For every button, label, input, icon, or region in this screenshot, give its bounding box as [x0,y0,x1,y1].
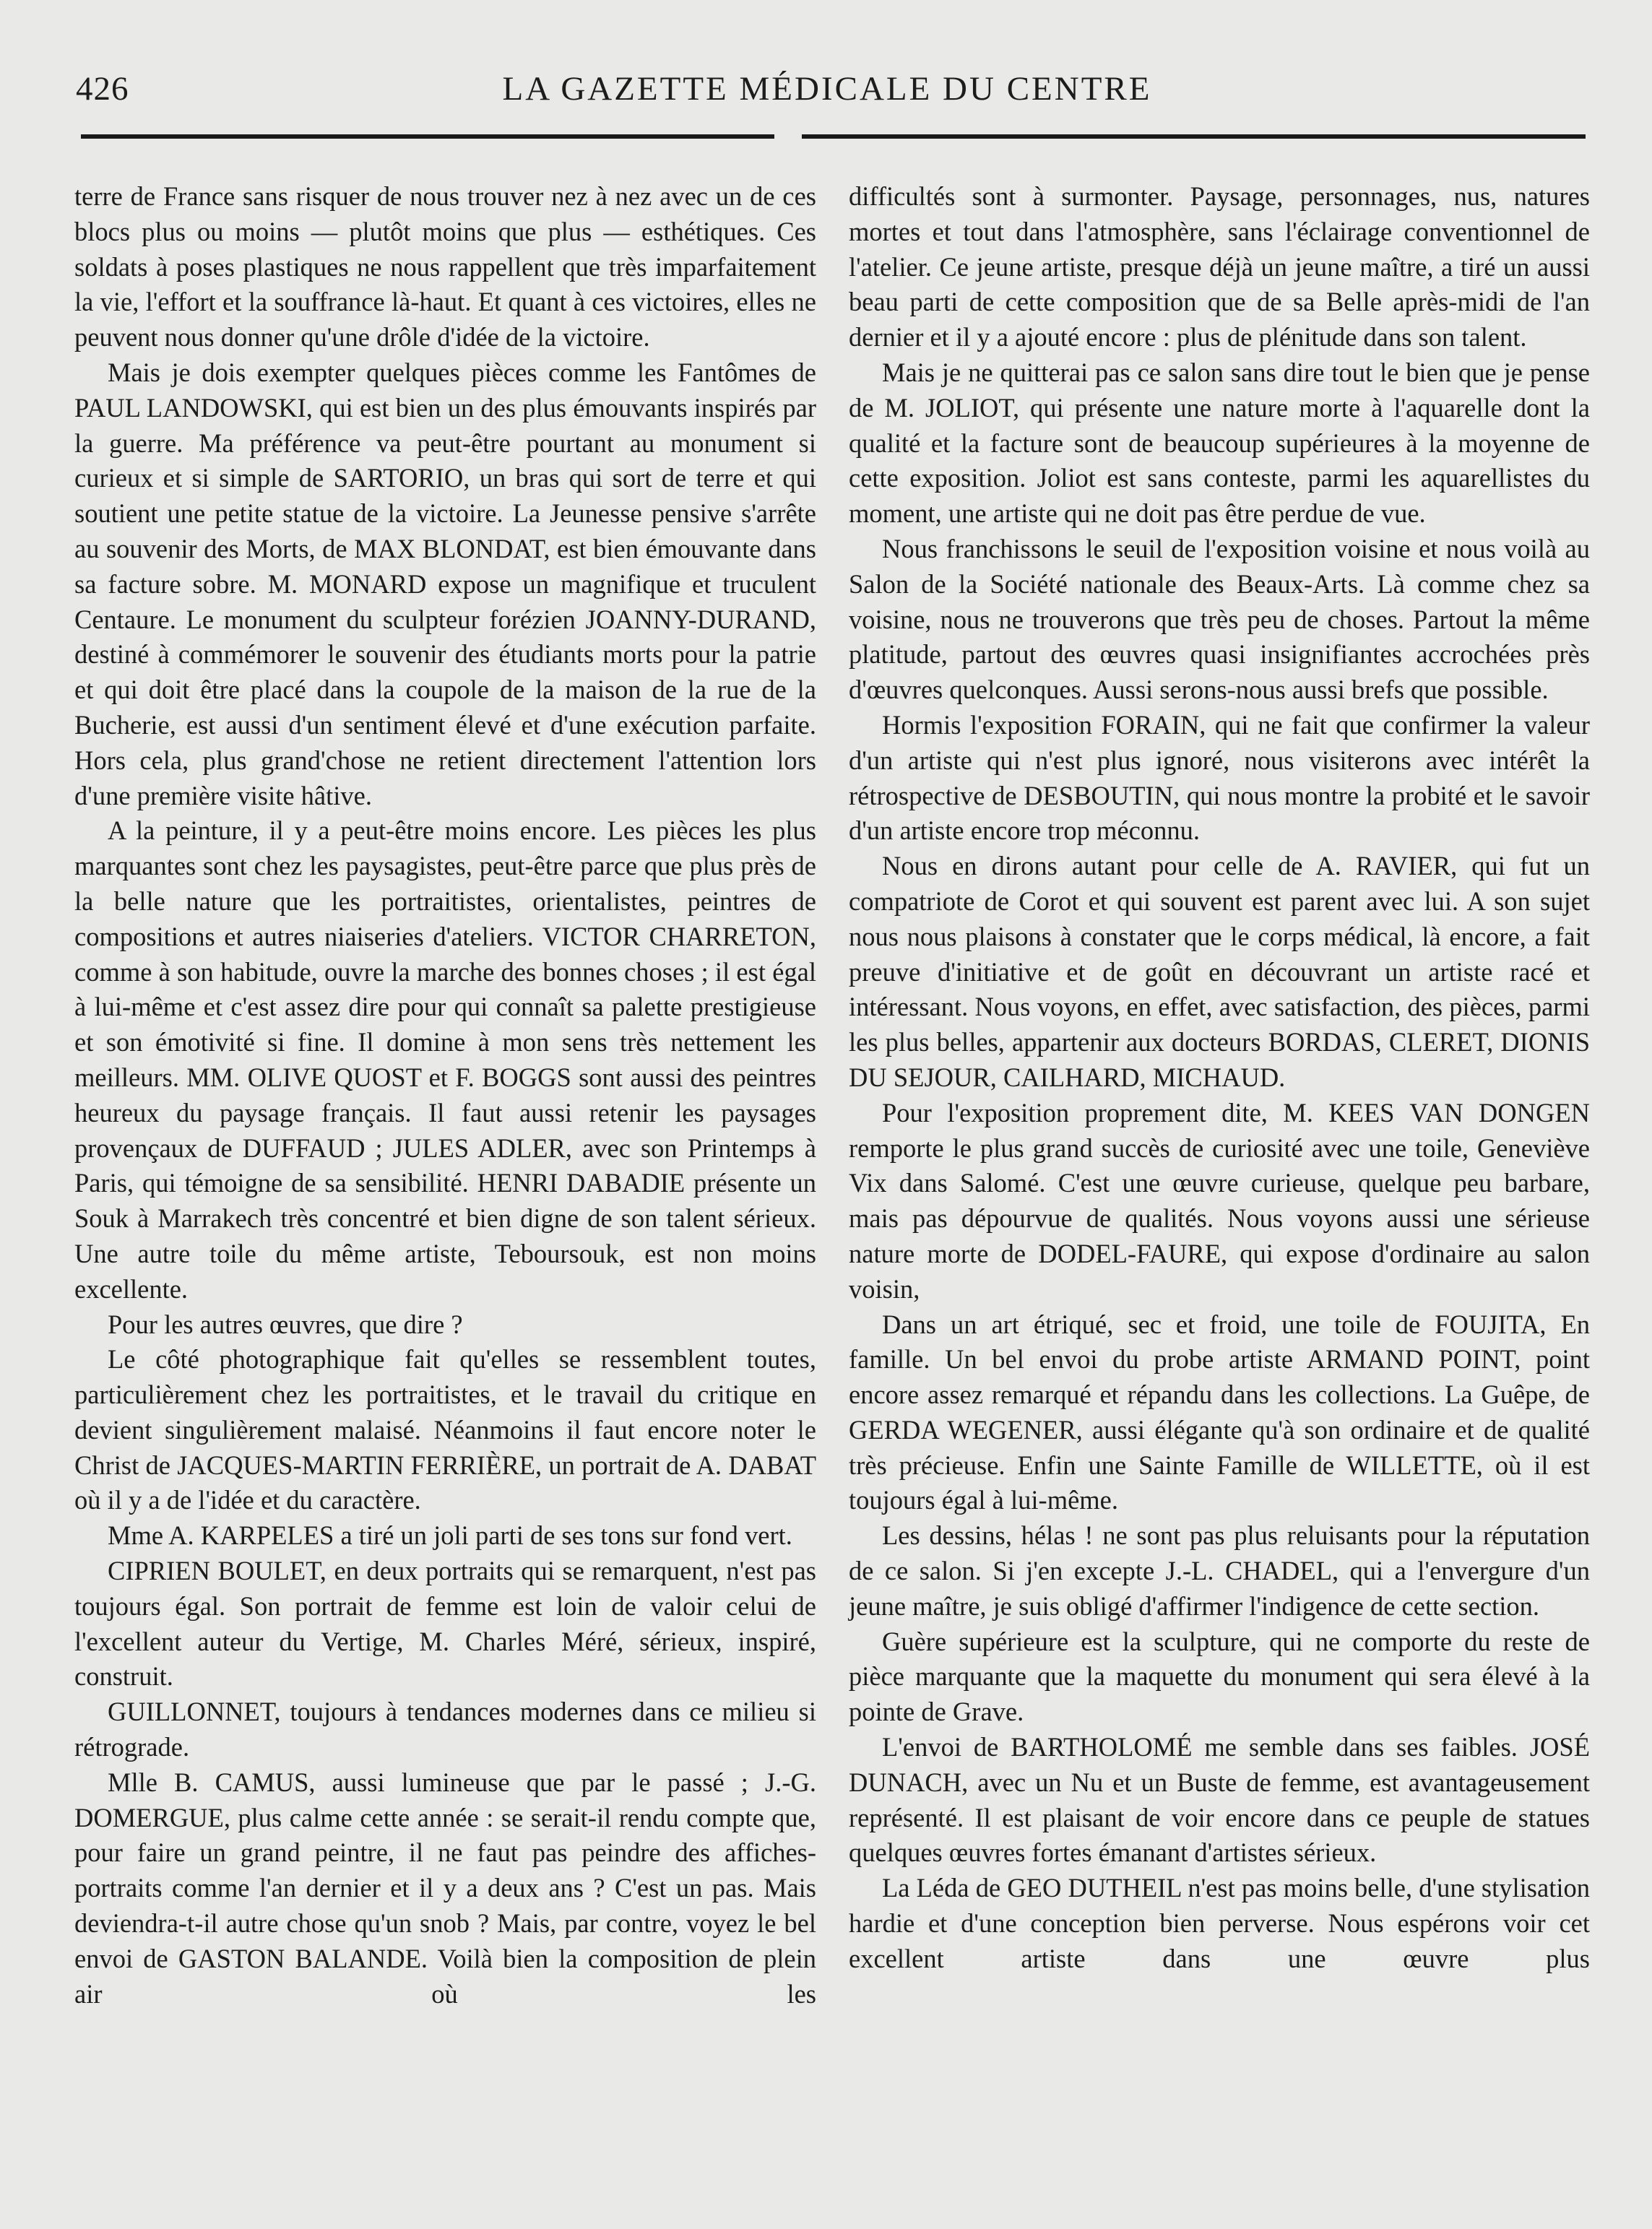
paragraph: Les dessins, hélas ! ne sont pas plus reluisants pour la réputation de ce salon. Si j'en excepte J.-L. CHADEL, qui a l'envergure d'un jeune maître, je suis obligé d'affirmer l'indigence de cette section. [849,1520,1590,1621]
paragraph: Mais je dois exempter quelques pièces comme les Fantômes de PAUL LANDOWSKI, qui est bien un des plus émouvants inspirés par la guerre. Ma préférence va peut-être pourtant au monument si curieux et si simple de SARTORIO, un bras qui sort de terre et qui soutient une petite statue de la victoire. La Jeunesse pensive s'arrête au souvenir des Morts, de MAX BLONDAT, est bien émouvante dans sa facture sobre. M. MONARD expose un magnifique et truculent Centaure. Le monument du sculpteur forézien JOANNY-DURAND, destiné à commémorer le souvenir des étudiants morts pour la patrie et qui doit être placé dans la coupole de la maison de la rue de la Bucherie, est aussi d'un sentiment élevé et d'une exécution parfaite. Hors cela, plus grand'chose ne retient directement l'attention lors d'une première visite hâtive. [74,357,816,810]
paragraph: L'envoi de BARTHOLOMÉ me semble dans ses faibles. JOSÉ DUNACH, avec un Nu et un Buste de femme, est avantageusement représenté. Il est plaisant de voir encore dans ce peuple de statues quelques œuvres fortes émanant d'artistes sérieux. [849,1732,1590,1868]
journal-title: LA GAZETTE MÉDICALE DU CENTRE [502,70,1152,108]
paragraph: La Léda de GEO DUTHEIL n'est pas moins belle, d'une stylisation hardie et d'une conception bien perverse. Nous espérons voir cet excellent artiste dans une œuvre plus [849,1873,1590,1973]
paragraph: GUILLONNET, toujours à tendances modernes dans ce milieu si rétrograde. [74,1697,816,1762]
right-column [849,179,1590,1977]
paragraph: Nous franchissons le seuil de l'exposition voisine et nous voilà au Salon de la Société nationale des Beaux-Arts. Là comme chez sa voisine, nous ne trouverons que très peu de choses. Partout la même platitude, partout des œuvres quasi insignifiantes accrochées près d'œuvres quelconques. Aussi serons-nous aussi brefs que possible. [849,533,1590,705]
paragraph: CIPRIEN BOULET, en deux portraits qui se remarquent, n'est pas toujours égal. Son portrait de femme est loin de valoir celui de l'excellent auteur du Vertige, M. Charles Méré, sérieux, inspiré, construit. [74,1556,816,1692]
running-header [76,69,1578,113]
paragraph: Pour les autres œuvres, que dire ? [108,1309,463,1339]
paragraph: A la peinture, il y a peut-être moins encore. Les pièces les plus marquantes sont chez les paysagistes, peut-être parce que plus près de la belle nature que les portraitistes, orientalistes, peintres de compositions et autres niaiseries d'ateliers. VICTOR CHARRETON, comme à son habitude, ouvre la marche des bonnes choses ; il est égal à lui-même et c'est assez dire pour qui connaît sa palette prestigieuse et son émotivité si fine. Il domine à mon sens très nettement les meilleurs. MM. OLIVE QUOST et F. BOGGS sont aussi des peintres heureux du paysage français. Il faut aussi retenir les paysages provençaux de DUFFAUD ; JULES ADLER, avec son Printemps à Paris, qui témoigne de sa sensibilité. HENRI DABADIE présente un Souk à Marrakech très concentré et bien digne de son talent sérieux. Une autre toile du même artiste, Teboursouk, est non moins excellente. [74,815,816,1304]
paragraph: Guère supérieure est la sculpture, qui ne comporte du reste de pièce marquante que la maquette du monument qui sera élevé à la pointe de Grave. [849,1626,1590,1727]
left-column [74,179,816,2012]
paragraph: Mais je ne quitterai pas ce salon sans dire tout le bien que je pense de M. JOLIOT, qui présente une nature morte à l'aquarelle dont la qualité et la facture sont de beaucoup supérieures à la moyenne de cette exposition. Joliot est sans conteste, parmi les aquarellistes du moment, une artiste qui ne doit pas être perdue de vue. [849,357,1590,529]
paragraph: terre de France sans risquer de nous trouver nez à nez avec un de ces blocs plus ou moins — plutôt moins que plus — esthétiques. Ces soldats à poses plastiques ne nous rappellent que très imparfaitement la vie, l'effort et la souffrance là-haut. Et quant à ces victoires, elles ne peuvent nous donner qu'une drôle d'idée de la victoire. [74,181,816,352]
paragraph: Mlle B. CAMUS, aussi lumineuse que par le passé ; J.-G. DOMERGUE, plus calme cette année : se serait-il rendu compte que, pour faire un grand peintre, il ne faut pas peindre des affiches-portraits comme l'an dernier et il y a deux ans ? C'est un pas. Mais deviendra-t-il autre chose qu'un snob ? Mais, par contre, voyez le bel envoi de GASTON BALANDE. Voilà bien la composition de plein air où les [74,1767,816,2009]
paragraph: Le côté photographique fait qu'elles se ressemblent toutes, particulièrement chez les portraitistes, et le travail du critique en devient singulièrement malaisé. Néanmoins il faut encore noter le Christ de JACQUES-MARTIN FERRIÈRE, un portrait de A. DABAT où il y a de l'idée et du caractère. [74,1344,816,1515]
paragraph: Hormis l'exposition FORAIN, qui ne fait que confirmer la valeur d'un artiste qui n'est plus ignoré, nous visiterons avec intérêt la rétrospective de DESBOUTIN, qui nous montre la probité et le savoir d'un artiste encore trop méconnu. [849,709,1590,846]
header-rule-left [81,134,774,139]
page-number: 426 [76,70,129,108]
paragraph: Mme A. KARPELES a tiré un joli parti de ses tons sur fond vert. [108,1520,792,1551]
paragraph: difficultés sont à surmonter. Paysage, personnages, nus, natures mortes et tout dans l'atmosphère, sans l'éclairage conventionnel de l'atelier. Ce jeune artiste, presque déjà un jeune maître, a tiré un aussi beau parti de cette composition que de sa Belle après-midi de l'an dernier et il y a ajouté encore : plus de plénitude dans son talent. [849,181,1590,352]
paragraph: Dans un art étriqué, sec et froid, une toile de FOUJITA, En famille. Un bel envoi du probe artiste ARMAND POINT, point encore assez remarqué et répandu dans les collections. La Guêpe, de GERDA WEGENER, aussi élégante qu'à son ordinaire et de qualité très précieuse. Enfin une Sainte Famille de WILLETTE, où il est toujours égal à lui-même. [849,1309,1590,1515]
header-rule-right [802,134,1586,139]
paragraph: Pour l'exposition proprement dite, M. KEES VAN DONGEN remporte le plus grand succès de curiosité avec une toile, Geneviève Vix dans Salomé. C'est une œuvre curieuse, quelque peu barbare, mais pas dépourvue de qualités. Nous voyons aussi une sérieuse nature morte de DODEL-FAURE, qui expose d'ordinaire au salon voisin, [849,1097,1590,1304]
paragraph: Nous en dirons autant pour celle de A. RAVIER, qui fut un compatriote de Corot et qui souvent est parent avec lui. A son sujet nous nous plaisons à constater que le corps médical, là encore, a fait preuve d'initiative et de goût en découvrant un artiste racé et intéressant. Nous voyons, en effet, avec satisfaction, des pièces, parmi les plus belles, appartenir aux docteurs BORDAS, CLERET, DIONIS DU SEJOUR, CAILHARD, MICHAUD. [849,851,1590,1092]
